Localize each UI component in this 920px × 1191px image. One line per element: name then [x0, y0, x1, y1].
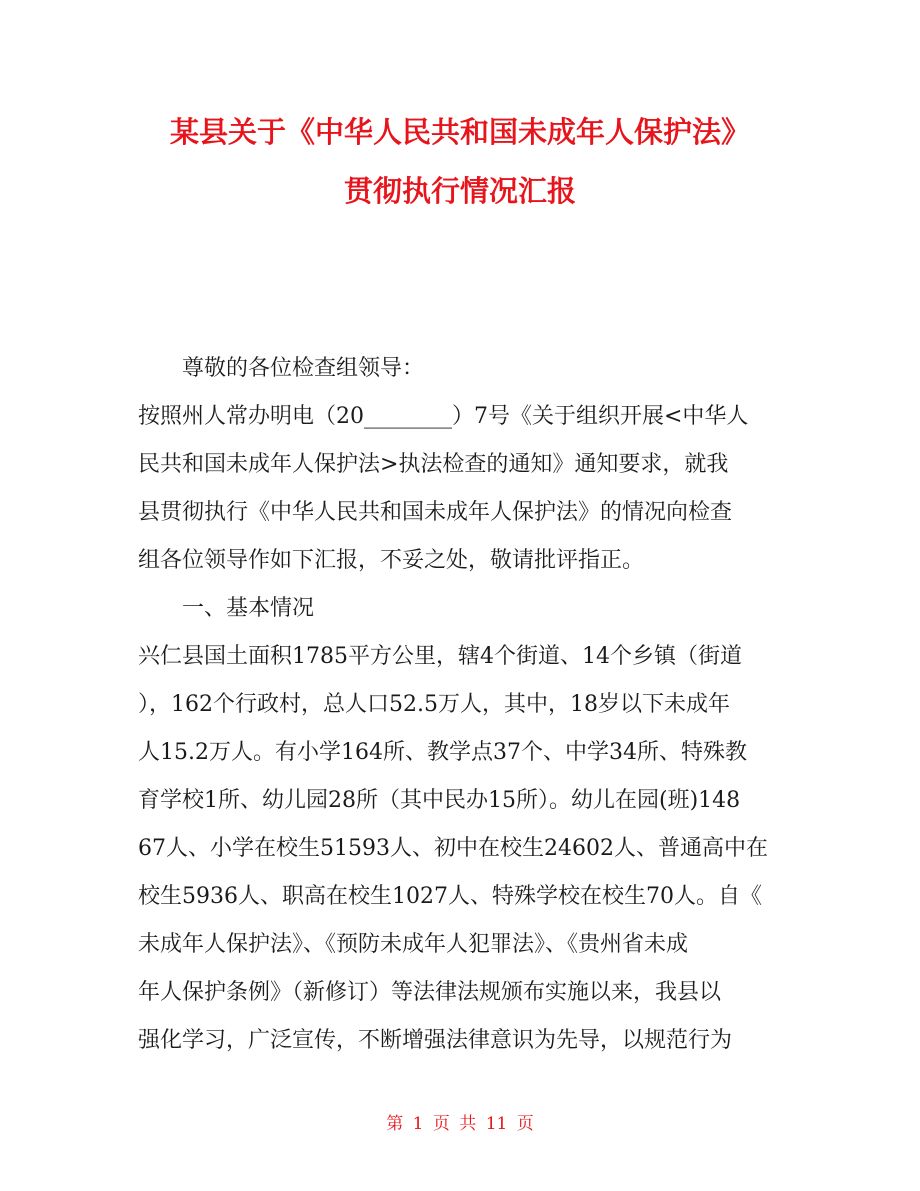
body-line: 按照州人常办明电（20________）7号《关于组织开展<中华人 — [138, 404, 749, 429]
body-line: 强化学习，广泛宣传，不断增强法律意识为先导，以规范行为 — [138, 1028, 733, 1053]
body-line: 未成年人保护法》、《预防未成年人犯罪法》、《贵州省未成 — [138, 932, 689, 957]
document-title-line-1: 某县关于《中华人民共和国未成年人保护法》 — [169, 115, 750, 149]
section-heading: 一、基本情况 — [182, 596, 315, 621]
document-title-line-2: 贯彻执行情况汇报 — [343, 174, 576, 208]
body-line: 人15.2万人。有小学164所、教学点37个、中学34所、特殊教 — [138, 740, 747, 765]
body-line: 兴仁县国土面积1785平方公里，辖4个街道、14个乡镇（街道 — [138, 644, 742, 669]
salutation: 尊敬的各位检查组领导： — [182, 356, 425, 381]
body-line: 年人保护条例》（新修订）等法律法规颁布实施以来，我县以 — [138, 980, 722, 1005]
body-line: 67人、小学在校生51593人、初中在校生24602人、普通高中在 — [138, 836, 768, 861]
body-line: 县贯彻执行《中华人民共和国未成年人保护法》的情况向检查 — [138, 500, 733, 525]
body-line: 组各位领导作如下汇报，不妥之处，敬请批评指正。 — [138, 548, 645, 573]
body-line: 民共和国未成年人保护法>执法检查的通知》通知要求，就我 — [138, 452, 729, 477]
body-line: 育学校1所、幼儿园28所（其中民办15所）。幼儿在园(班)148 — [138, 788, 741, 813]
page-number-footer: 第 1 页 共 11 页 — [386, 1114, 534, 1134]
body-line: ），162个行政村，总人口52.5万人，其中，18岁以下未成年 — [138, 692, 730, 717]
body-line: 校生5936人、职高在校生1027人、特殊学校在校生70人。自《 — [138, 884, 762, 909]
